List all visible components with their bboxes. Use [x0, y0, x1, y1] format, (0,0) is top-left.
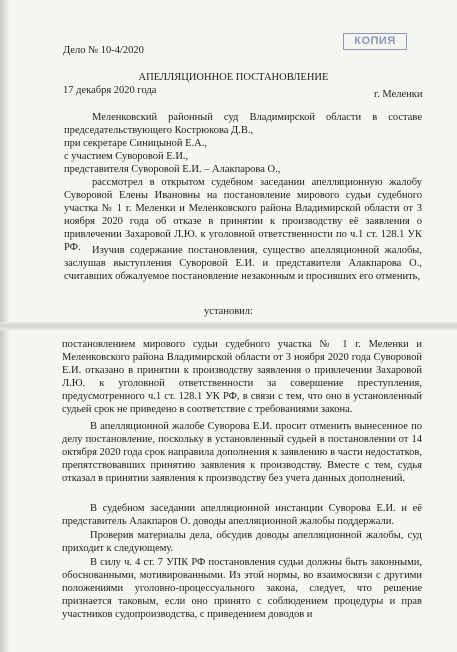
body-paragraph-4: Проверив материалы дела, обсудив доводы апелляционной жалобы, суд приходит к следующему. [62, 530, 422, 554]
page-fold [0, 322, 457, 330]
body-paragraph-3: В судебном заседании апелляционной инстанции Суворова Е.И. и её представитель Алакпаров О. доводы апелляционной жалобы поддержали. [62, 503, 422, 527]
body-paragraph-5: В силу ч. 4 ст. 7 УПК РФ постановления судьи должны быть законными, обоснованными, мотивированными. Из этой нормы, во взаимосвязи с другими положениями уголовно-процессуального закона, следует, что решение признается таковым, если оно принято с соблюдением процедуры и прав участников судопроизводства, с приведением доводов и [62, 557, 422, 620]
body-paragraph-1: постановлением мирового судьи судебного участка № 1 г. Меленки и Меленковского района Владимирской области от 3 ноября 2020 года Суворовой Е.И. отказано в принятии к производству заявления о привлечении Захаровой Л.Ю. к уголовной ответственности за совершение преступления, предусмотренного ч.1 ст. 128.1 УК РФ, в связи с тем, что оно в установленный судьей срок не приведено в соответствие с требованиями закона. [62, 339, 422, 415]
secretary-line: при секретаре Синицыной Е.А., [64, 138, 208, 149]
court-composition: Меленковский районный суд Владимирской области в составе председательствующего Кострюкова Д.В., [64, 112, 422, 136]
studied-paragraph: Изучив содержание постановления, существо апелляционной жалобы, заслушав выступления Суворовой Е.И. и представителя Алакпарова О., считавших обжалуемое постановление незаконным и просивших его отменить, [64, 245, 422, 282]
decided-heading: установил: [204, 306, 253, 317]
document-title: АПЕЛЛЯЦИОННОЕ ПОСТАНОВЛЕНИЕ [138, 72, 329, 83]
participant-line: с участием Суворовой Е.И., [64, 151, 189, 162]
considered-paragraph: рассмотрел в открытом судебном заседании апелляционную жалобу Суворовой Елены Ивановны на постановление мирового судьи судебного участка № 1 г. Меленки и Меленковского района Владимирской области от 3 ноября 2020 года об отказе в принятии к производству её заявления о привлечении Захаровой Л.Ю. к уголовной ответственности по ч.1 ст. 128.1 УК РФ. [64, 177, 422, 253]
representative-line: представителя Суворовой Е.И. – Алакпарова О., [64, 164, 281, 175]
document-date: 17 декабря 2020 года [63, 85, 157, 96]
case-number: Дело № 10-4/2020 [63, 45, 144, 56]
document-city: г. Меленки [374, 89, 423, 100]
copy-stamp: КОПИЯ [343, 33, 407, 50]
body-paragraph-2: В апелляционной жалобе Суворова Е.И. просит отменить вынесенное по делу постановление, поскольку в установленный судьей в постановлении от 14 октября 2020 года срок направила дополнения к заявлению в части недостатков, препятствовавших принятию заявления к производству. Вместе с тем, судья отказал в принятии заявления к производству без учета данных дополнений. [62, 421, 422, 484]
